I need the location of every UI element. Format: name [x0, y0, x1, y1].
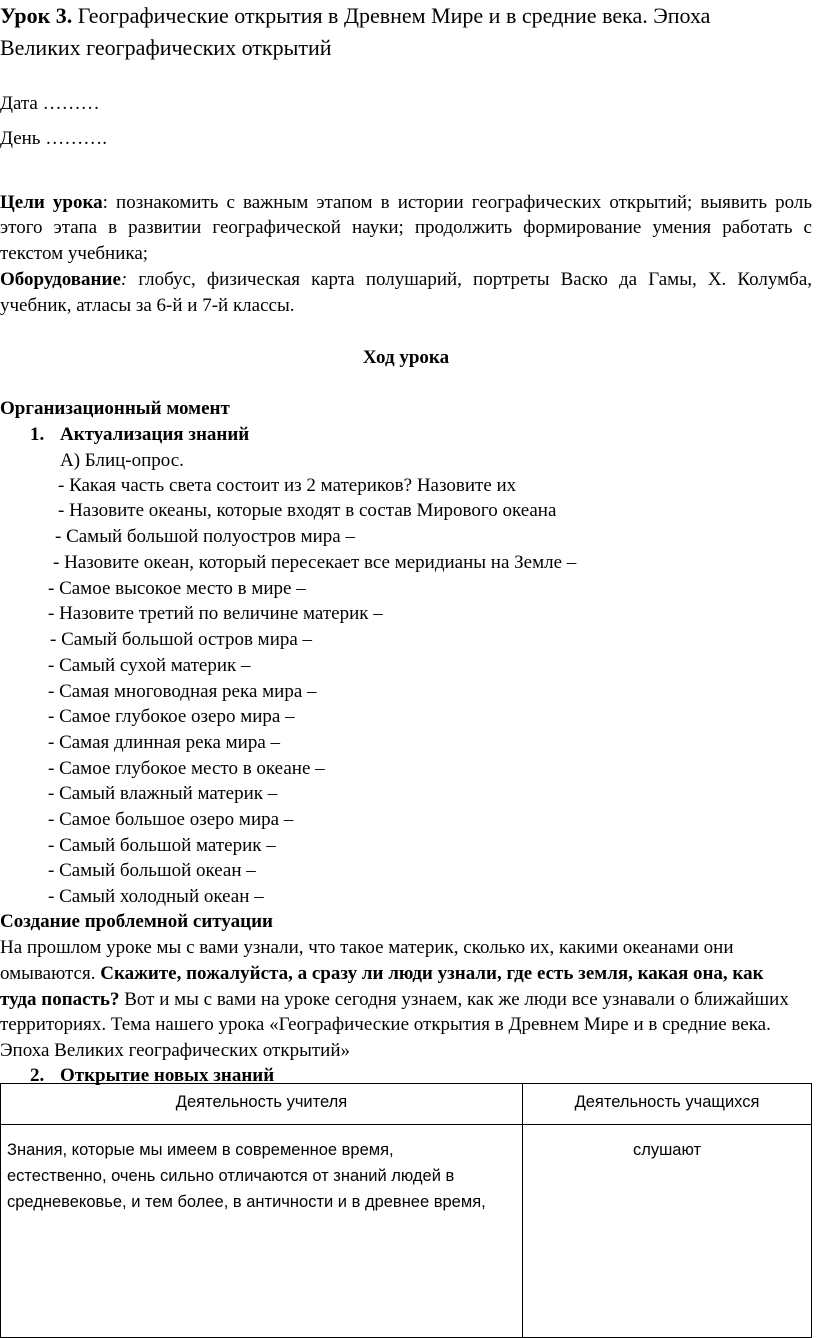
teacher-line1: Знания, которые мы имеем в современное время, — [7, 1141, 394, 1159]
question-10: - Самое глубокое озеро мира – — [48, 706, 295, 727]
teacher-line2: естественно, очень сильно отличаются от знаний людей в — [7, 1167, 455, 1185]
header-students: Деятельность учащихся — [523, 1084, 812, 1125]
lesson-number: Урок 3. — [0, 3, 73, 28]
lesson-title-line2: Великих географических открытий — [0, 35, 332, 60]
date-field: Дата ……… — [0, 93, 100, 114]
question-14: - Самое большое озеро мира – — [48, 809, 294, 830]
question-1: - Какая часть света состоит из 2 материков? Назовите их — [58, 475, 517, 496]
section2-title: Открытие новых знаний — [60, 1065, 275, 1086]
goals-label: Цели урока — [0, 192, 103, 213]
question-13: - Самый влажный материк – — [48, 783, 278, 804]
goals-line1 — [0, 193, 812, 212]
goals-line3: текстом учебника; — [0, 243, 149, 264]
teacher-activity-cell — [1, 1125, 523, 1338]
question-8: - Самый сухой материк – — [48, 655, 251, 676]
equipment-line2: учебник, атласы за 6-й и 7-й классы. — [0, 295, 295, 316]
question-17: - Самый холодный океан – — [48, 886, 264, 907]
header-teacher: Деятельность учителя — [1, 1084, 523, 1125]
question-2: - Назовите океаны, которые входят в состав Мирового океана — [58, 500, 557, 521]
equipment-line1 — [0, 270, 812, 289]
question-9: - Самая многоводная река мира – — [48, 681, 317, 702]
section1-number: 1. — [30, 424, 45, 445]
lesson-title — [0, 5, 710, 27]
problem-line2-bold: Скажите, пожалуйста, а сразу ли люди узнали, где есть земля, какая она, как — [100, 963, 764, 984]
table-header-row — [1, 1084, 812, 1125]
course-title: Ход урока — [362, 347, 450, 368]
question-4: - Назовите океан, который пересекает все меридианы на Земле – — [53, 552, 577, 573]
org-moment-heading: Организационный момент — [0, 398, 230, 419]
question-3: - Самый большой полуостров мира – — [55, 526, 355, 547]
question-5: - Самое высокое место в мире – — [48, 578, 306, 599]
problem-line2-plain: омываются. — [0, 963, 101, 984]
equipment-colon: : — [120, 269, 128, 290]
day-field: День ………. — [0, 128, 107, 149]
problem-line2 — [0, 964, 764, 983]
question-15: - Самый большой материк – — [48, 835, 276, 856]
equipment-text1: глобус, физическая карта полушарий, портреты Васко да Гамы, Х. Колумба, — [127, 269, 812, 290]
students-activity-cell: слушают — [523, 1125, 812, 1338]
problem-line3-bold: туда попасть? — [0, 989, 120, 1010]
problem-heading: Создание проблемной ситуации — [0, 911, 273, 932]
problem-line1: На прошлом уроке мы с вами узнали, что такое материк, сколько их, какими океанами они — [0, 937, 734, 958]
section1-title: Актуализация знаний — [60, 424, 250, 445]
problem-line3-plain: Вот и мы с вами на уроке сегодня узнаем, как же люди все узнавали о ближайших — [119, 989, 789, 1010]
question-11: - Самая длинная река мира – — [48, 732, 281, 753]
table-row — [1, 1125, 812, 1338]
problem-line4: территориях. Тема нашего урока «Географические открытия в Древнем Мире и в средние века. — [0, 1014, 771, 1035]
problem-line3 — [0, 990, 789, 1009]
problem-line5: Эпоха Великих географических открытий» — [0, 1040, 350, 1061]
equipment-label: Оборудование — [0, 269, 121, 290]
question-16: - Самый большой океан – — [48, 860, 256, 881]
goals-text1: : познакомить с важным этапом в истории географических открытий; выявить роль — [102, 192, 813, 213]
teacher-line3: средневековье, и тем более, в античности и в древнее время, — [7, 1193, 486, 1211]
goals-line2: этого этапа в развитии географической науки; продолжить формирование умения работать с — [0, 217, 812, 238]
lesson-title-line1: Географические открытия в Древнем Мире и в средние века. Эпоха — [77, 3, 711, 28]
section2-number: 2. — [30, 1065, 45, 1086]
question-7: - Самый большой остров мира – — [50, 629, 313, 650]
blitz-subtitle: А) Блиц-опрос. — [60, 450, 184, 471]
question-12: - Самое глубокое место в океане – — [48, 758, 325, 779]
question-6: - Назовите третий по величине материк – — [48, 603, 383, 624]
